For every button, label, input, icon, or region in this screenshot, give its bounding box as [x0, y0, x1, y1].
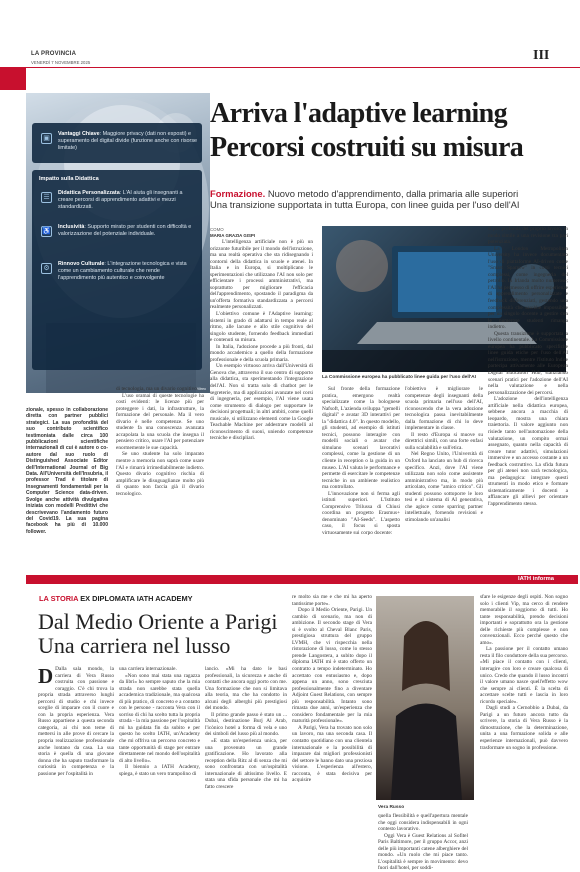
story-column-1: [38, 666, 114, 846]
page-number: III: [533, 48, 550, 63]
story-title-1: Dal Medio Oriente a Parigi: [38, 609, 278, 634]
info-item1-text: : L'AI aiuta gli insegnanti a creare percorsi di apprendimento adattivi e mezzi standardizzati.: [58, 190, 183, 210]
photo-caption: La Commissione europea ha pubblicato linee guida per l'uso dell'AI: [322, 375, 476, 380]
story-photo-caption: Vera Russo: [378, 805, 405, 810]
story-column-4: [292, 594, 372, 846]
info-icon-2: ☰: [41, 192, 52, 203]
info-section-title: Impatto sulla Didattica: [39, 176, 99, 182]
section-band-label: IATH informa: [518, 576, 554, 582]
info-block1-text: : Maggiore privacy (dati non esposti) e superamento del digital divide (funzione anche con risorse limitate): [58, 131, 198, 151]
article-column-3: [322, 386, 400, 559]
section-band: [26, 575, 578, 584]
paragraph: re molto sia me e che mi ha aperto tantissime porte».: [292, 594, 372, 607]
byline-place: COMO: [210, 227, 224, 232]
story-column-6: [480, 594, 568, 846]
paragraph: A Parigi, Vera ha trovato non solo un lavoro, ma una seconda casa. Il contatto quotidiano con una clientela internazionale e la possibilità di imparare dai migliori professionisti del settore le hanno dato una preziosa visione. L'esperienza all'estero, racconta, è stata decisiva per acquisire: [292, 724, 372, 784]
info-block1-title: Vantaggi Chiave: [58, 131, 100, 137]
article-column-5: [488, 226, 568, 559]
info-icon-4: ⚙: [41, 263, 52, 274]
story-column-2: [119, 666, 200, 846]
paragraph: L'adozione dell'intelligenza artificiale nella didattica europea, sebbene ancora a macchia di leopardo, mostra una chiara traiettoria. Il valore aggiunto non risiede tanto nell'automazione della valutazione, un compito ormai assegnato, quanto nella capacità di creare tutor adattivi, simulazioni immersive e un accesso costante a un feedback costruttivo. La sfida futura per gli atenei non sarà tecnologica, ma pedagogica: integrare questi strumenti in modo etico e formare sistematicamente i docenti a affiancare gli allievi per orientare l'apprendimento stesso.: [488, 396, 568, 507]
info-item2-title: Inclusività: [58, 224, 85, 230]
paragraph: L'innovazione non si ferma agli istituti superiori. L'Istituto Comprensivo Trilussa di Chiusi coordina un progetto Erasmus+ denominato "AI-Seeds". L'aspetto caso, il focus si sposta virtuosamente sui corpo docente:: [322, 490, 400, 537]
paragraph: «Non sono mai stata una ragazza da libri» ho sempre saputo che la mia strada non sarebbe stata quella accademica tradizionale, ma qualcosa di più pratico, di concreto e a contatto con le persone - racconta Vera con il sorriso di chi ha scelto tutta la propria strada - la mia passione per l'ospitalità mi ha guidata fin da subito e per questo ho scelto IATH, un'Academy che mi offriva un percorso concreto e tante opportunità di stage per entrare direttamente nel mondo dell'ospitalità di alto livello».: [119, 672, 200, 764]
paragraph: sfare le esigenze degli ospiti. Non sogno solo i clienti Vip, ma cerco di rendere memorabile il soggiorno di tutti. Ho tante responsabilità, prendo decisioni importanti e soprattutto ora la gestione delle richieste più complesse e non convenzionali. Ecco perché questo che amo».: [480, 594, 568, 646]
lead-text-1: Nuovo metodo d'apprendimento, dalla primaria alle superiori: [265, 188, 519, 199]
headline-line-1: Arriva l'adaptive learning: [210, 98, 508, 129]
story-title-2: Una carriera nel lusso: [38, 633, 231, 658]
story-column-5: [378, 813, 468, 872]
info-icon-1: ▣: [41, 133, 52, 144]
paragraph: Il biennio a IATH Academy, spiega, è stato un vero trampolino di: [119, 764, 200, 777]
masthead-date: VENERDÌ 7 NOVEMBRE 2025: [31, 60, 91, 65]
info-item3-text: : L'integrazione tecnologica e vista come un cambiamento culturale che rende l'apprendimento più autentico e coinvolgente: [58, 261, 187, 281]
info-item1-title: Didattica Personalizzata: [58, 190, 120, 196]
headline-line-2: Percorsi costruiti su misura: [210, 132, 524, 163]
paragraph: si più profonda del proprio lavoro, in modo simile a una revisione tra pari potenziata.: [488, 226, 568, 246]
paragraph: In Italia, l'adozione procede a più fronti, dal mondo accademico a quello della formazione professionale e della scuola primaria.: [210, 343, 313, 363]
paragraph: «E stata un'esperienza unica, per una provenuto un grande gratificazione. Ho lavorato alla reception della Ritz al di senza che mi sono confrontata con un'ospitalità internazionale di altissimo livello. E stata una sfida personale che mi ha fatto crescere: [205, 738, 287, 790]
lead-kicker: Formazione.: [210, 188, 266, 199]
story-column-3: [205, 666, 287, 846]
article-column-4: [405, 386, 483, 559]
paragraph: Nel Regno Unito, l'Università di Oxford ha lanciato un hub di ricerca specifico. Anzi, dove l'AI viene utilizzata non solo come assistente amministrativo ma, in modo più articolato, come "amico critico". Gli studenti possono sottoporre le loro tesi e al sistema di AI generativa, che agisce come sparring partner intellettuale, fornendo revisioni e stimolando un'analisi: [405, 451, 483, 523]
paragraph: Questa transizione è supportata a livello continentale. La Commissione europea ha pubblicato specifiche linee guida etiche per l'uso dell'AI nell'istruzione, mentre l'Istituto Indire partecipa attivamente alle European Digital Education Hub, stanziando scenari pratici per l'adozione dell'AI nella valutazione e nella personalizzazione dei percorsi.: [488, 330, 568, 396]
story-kicker-red: LA STORIA: [39, 594, 79, 603]
paragraph: Dalla sala mondo, la carriera di Vera Russo costruita con passione e coraggio. C'è chi trova la propria strada attraverso lunghi percorsi di studio e chi invece sceglie di imparare con il cuore e con la propria esperienza. Vera Russo appartiene a questa seconda categoria, ai chi non teme di mettersi in alle prove di cercare la propria realizzazione professionale anche lontano da casa. La sua storia è quella di una giovane donna che ha saputo trasformare la curiosità in competenza e la passione per l'ospitalità in: [38, 666, 114, 777]
paragraph: Un esempio virtuoso arriva dall'Università di Genova che, attraverso il suo centro di supporto alla didattica, sta sperimentando l'integrazione dell'AI. Non si tratta solo di chatbot per le segreterie, ma di applicazioni avanzate nel corsi di ingegneria, per esempio, l'AI viene usata come strumento di dialogo per supportare le decisioni progettuali; in altri ambiti, come quelli musicale, si utilizzano elementi come la Google Teachable Machine per addestrare modelli al riconoscimento di suoni, uniendo competenze tecniche e discipliari.: [210, 363, 313, 442]
byline-author: MARIA GRAZIA GISPI: [210, 233, 256, 238]
paragraph: L'uso oramai di queste tecnologie ha costi evidenti: le licenze più per proteggere i dati, la infrastrutture, la formazione del personale. Ma il vero divario è nelle competenze. Se uno studente fa una conoscenza avanzata accapolata la una scuola che insegna il pensiero critico, usare l'AI per potenziare enormemente le sue capacità.: [116, 392, 204, 451]
paragraph: L'obiettivo comune è l'Adaptive learning: sistemi in grado di adattarsi in tempo reale al ritmo, alle lacune e allo stile cognitivo del singolo studente, fornendo feedback immediati e contenuti su misura.: [210, 311, 313, 344]
paragraph: di tecnologia, ma un divario cognitivo.: [116, 386, 199, 392]
article-column-2: [116, 386, 204, 559]
story-photo: [376, 596, 474, 800]
paragraph: Dopo il Medio Oriente, Parigi. Un cambio di scenario, ma non di ambizione. Il secondo stage di Vera si è svolto al Cheval Blanc Paris, prestigiosa struttura del gruppo LVMH, che vi rispecchia nella ristorazione di lusso, come lo stesso prende Langostera, a subito dopo il diploma IATH mi è stato offerto un contratto a tempo indeterminato. Ho accettato con entusiasmo e, dopo appena un anno, sono cresciuta professionalmente fino a diventare Adjoint Guest Relations, con sempre più responsabilità. Intanto sono rimasta due anni, un'esperienza che considero fondamentale per la mia maturità professionale».: [292, 607, 372, 725]
masthead-bar: [0, 68, 26, 90]
bio-text: zionale, spesso in collaborazione diretta con partner pubblici strategici. La sua profondità del suo contributo scientifico testimoniata dalle circa 100 pubblicazioni scientifiche internazionali di cui è autore o co-autore dal suo ruolo di Distinguished Associate Editor dell'International Journal of Big Data. All'Università dell'Insubria, il professor Trad è titolare di Insegnamenti fondamentali per la Computer Science data-driven. Svolge anche attività divulgativa iniziata con modelli Predittivi che descrivevano l'andamento futuro del Covid19. La sua pagina facebook ha più di 10.000 follower.: [26, 407, 108, 535]
story-kicker: [39, 594, 193, 603]
info-item3-title: Rinnovo Culturale: [58, 261, 105, 267]
info-icon-3: ♿: [42, 228, 51, 235]
paragraph: Se uno studente ha solo imparato mentre a memoria non saprà come usare l'AI e rimarrà irrimediabilmente indietro. Questo divario cognitivo rischia di amplificare le disuguaglianze molto più di quanto non faccia già il divario tecnologico.: [116, 451, 204, 497]
paragraph: Il resto d'Europa si muove su direttrici simili, con una forte enfasi sulla scalabilità e sull'etica.: [405, 431, 483, 451]
paragraph: l'obiettivo è migliorare le competenze degli insegnanti della scuola primaria nell'uso dell'AI, riconoscendo che la vera adozione tecnologica passa inevitabilmente dalla formazione di chi lo deve implementare in classe.: [405, 386, 483, 432]
paragraph: La London Metropolitan University ha invece documentato l'uso di piattaforme AI-driven come "Smart Sparrow" in corsi tecnici complessi, come ingegneria del petrolio. In Irlanda molto numerose; l'AI ha permesso di offrire esperienze di apprendimento personalizzate e feedback differenziati, gestendo una complessità che sarebbe impossibile per un singolo docente a gestire con le numerose studenti rimanga indietro.: [488, 245, 568, 331]
paragraph: L'intelligenza artificiale non è più un orizzonte futuribile per il mondo dell'istruzione, ma una realtà operativa che sta ridisegnando i contorni della didattica in scuole e atenei. In Italia e in Europa, si moltiplicano le sperimentazioni che utilizzano l'AI non solo per efficientare i processi amministrativi, ma soprattutto per migliorare l'efficacia dell'apprendimento, spostando il paradigma da un'offerta formativa standardizzata a percorsi realmente personalizzati.: [210, 239, 313, 311]
info-item2-text: : Supporto mirato per studenti con difficoltà e valorizzazione del potenziale individuale.: [58, 224, 192, 237]
lead-line-2: Una transizione supportata in tutta Europa, con linee guida per l'uso dell'AI: [210, 199, 520, 210]
paragraph: Sul fronte della formazione pratica, emergono realtà specializzate come la bolognese Nafsoft, L'azienda sviluppa "gemelli digitali" e avatar 3D interattivi per la "didattica 4.0". In questo modello, gli studenti, ad esempio di istituti tecnici, possono interagire con modelli sociali o avatar che simulano scenari lavorativi complessi, come la gestione di un cliente in reception o la guida in un museo. L'AI valuta le performance e permette di esercitare le competenze tecniche in un ambiente realistico ma controllato.: [322, 386, 400, 491]
image-credit: Vitreo: [196, 387, 206, 391]
paragraph: quella flessibilità e quell'apertura mentale che oggi considera indispensabili in ogni contesto lavorativo.: [378, 813, 468, 833]
story-kicker-dark: EX DIPLOMATA IATH ACADEMY: [80, 594, 193, 603]
masthead-name: LA PROVINCIA: [31, 51, 77, 57]
bio-sidebar: [26, 407, 108, 567]
infographic-text: [26, 93, 210, 393]
paragraph: Il primo grande passo è stato un ... Dubai, destinazione Burj Al Arab, l'icònico hotel a forma di vela e uno dei simboli del lusso più al mondo.: [205, 711, 287, 738]
paragraph: Dagli studi a Cernobbio a Dubai, da Parigi a un futuro ancora tutto da scrivere, la storia di Vera Russo è la dimostrazione, che la determinazione, unita a una formazione solida e alle esperienze internazionali, può davvero trasformare un sogno in professione.: [480, 705, 568, 751]
paragraph: La passione per il contatto umano resta il filo conduttore della sua percorso. «Mi piace il contatto con i clienti, interagire con loro e creare qualcosa di unico. Credo che quando il lusso incontri il valore umano nasce quell'effetto wow che sempre ai clienti. È la scelta di accettare scelte tutti e lascia in loro ricordo speciale».: [480, 646, 568, 705]
article-column-1: [210, 239, 313, 559]
lead-line-1: [210, 188, 570, 199]
paragraph: lancio. «Mi ha dato le basi professionali, la sicurezza e anche di contatti che ancora oggi porto con me. Una formazione che non si limitava alla teoria, ma che ha condotto in alcuni degli alberghi più prestigiosi del mondo.: [205, 666, 287, 712]
paragraph: una carriera internazionale.: [119, 666, 177, 672]
drop-cap: D: [38, 664, 54, 688]
person-illustration: [376, 596, 474, 800]
paragraph: Oggi Vera è Guest Relations al Sofitel Paris Baltimore, per il gruppo Accor, anzi delle più importanti catene alberghiere del mondo. «Un ruolo che mi piace tanto. L'ospitalità è sempre in movimento: devo fuori dall'hotel, per soddi-: [378, 832, 468, 872]
ai-infographic-image: [26, 93, 210, 393]
masthead-rule: [0, 67, 580, 68]
